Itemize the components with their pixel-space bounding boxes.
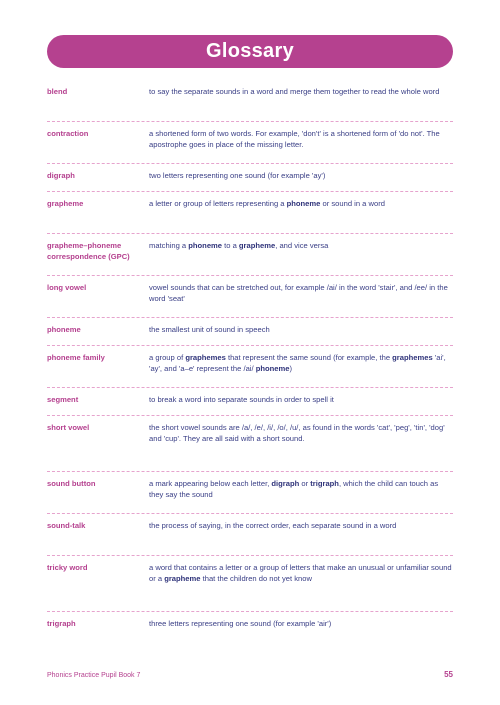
glossary-term: sound-talk (47, 521, 86, 530)
glossary-row (47, 192, 453, 234)
glossary-row (47, 164, 453, 192)
glossary-term: segment (47, 395, 79, 404)
glossary-row (47, 416, 453, 472)
glossary-term: trigraph (47, 619, 76, 628)
glossary-row (47, 346, 453, 388)
glossary-definition: two letters representing one sound (for example 'ay') (149, 171, 326, 180)
glossary-term: phoneme family (47, 353, 105, 362)
glossary-term: phoneme (47, 325, 81, 334)
glossary-row (47, 318, 453, 346)
glossary-term: long vowel (47, 283, 87, 292)
glossary-definition: to say the separate sounds in a word and merge them together to read the whole word (149, 87, 440, 96)
glossary-row (47, 514, 453, 556)
glossary-row (47, 276, 453, 318)
glossary-term: grapheme–phoneme correspondence (GPC) (47, 241, 130, 261)
glossary-term: tricky word (47, 563, 88, 572)
glossary-row (47, 122, 453, 164)
glossary-row (47, 472, 453, 514)
glossary-row (47, 388, 453, 416)
page-title: Glossary (205, 40, 294, 62)
glossary-row (47, 234, 453, 276)
glossary-definition: a shortened form of two words. For example, 'don't' is a shortened form of 'do not'. The apostrophe goes in place of the missing letter. (149, 129, 440, 149)
glossary-definition: the short vowel sounds are /a/, /e/, /i/, /o/, /u/, as found in the words 'cat', 'peg', 'tin', 'dog' and 'cup'. They are all said with a short sound. (149, 423, 445, 443)
glossary-term: short vowel (47, 423, 90, 432)
glossary-definition: three letters representing one sound (for example 'air') (149, 619, 332, 628)
glossary-definition: to break a word into separate sounds in order to spell it (149, 395, 334, 404)
glossary-definition: vowel sounds that can be stretched out, for example /ai/ in the word 'stair', and /ee/ in the word 'seat' (149, 283, 448, 303)
glossary-definition: the process of saying, in the correct order, each separate sound in a word (149, 521, 397, 530)
glossary-term: digraph (47, 171, 75, 180)
page-number: 55 (444, 670, 453, 679)
title-banner (47, 35, 453, 68)
glossary-definition: a group of graphemes that represent the same sound (for example, the graphemes 'ai', 'ay', and 'a–e' represent the /ai/ phoneme) (149, 353, 446, 373)
glossary-term: grapheme (47, 199, 84, 208)
book-title: Phonics Practice Pupil Book 7 (47, 672, 141, 679)
glossary-term: contraction (47, 129, 89, 138)
glossary-definition: a word that contains a letter or a group of letters that make an unusual or unfamiliar sound or a grapheme that the children do not yet know (149, 563, 452, 583)
glossary-row (47, 80, 453, 122)
glossary-term: sound button (47, 479, 96, 488)
glossary-definition: a letter or group of letters representing a phoneme or sound in a word (149, 199, 385, 208)
glossary-definition: a mark appearing below each letter, digraph or trigraph, which the child can touch as they say the sound (149, 479, 439, 499)
glossary-definition: matching a phoneme to a grapheme, and vice versa (149, 241, 329, 250)
glossary-row (47, 556, 453, 612)
glossary-row (47, 612, 453, 640)
glossary-term: blend (47, 87, 68, 96)
glossary-table (47, 80, 453, 640)
glossary-definition: the smallest unit of sound in speech (149, 325, 270, 334)
